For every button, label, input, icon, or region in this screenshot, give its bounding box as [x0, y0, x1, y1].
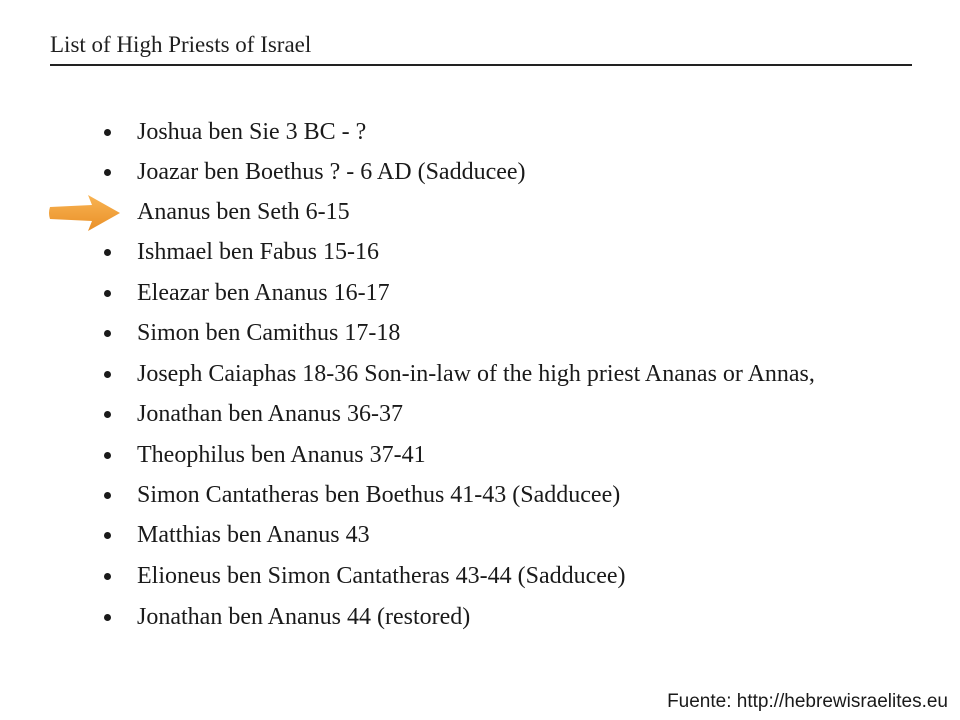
list-item-text: Simon ben Camithus 17-18 [137, 320, 401, 346]
bullet-icon [104, 452, 111, 459]
bullet-icon [104, 371, 111, 378]
list-item [0, 396, 920, 436]
bullet-icon [104, 411, 111, 418]
list-item [0, 477, 920, 517]
list-item-text: Jonathan ben Ananus 44 (restored) [137, 604, 471, 630]
page-title: List of High Priests of Israel [50, 32, 312, 57]
bullet-icon [104, 532, 111, 539]
bullet-icon [104, 249, 111, 256]
bullet-icon [104, 573, 111, 580]
list-item-text: Ishmael ben Fabus 15-16 [137, 239, 379, 265]
bullet-icon [104, 129, 111, 136]
list-item [0, 114, 920, 154]
list-item-text: Matthias ben Ananus 43 [137, 522, 370, 548]
list-item [0, 275, 920, 315]
list-item [0, 315, 920, 355]
list-item [0, 356, 920, 396]
list-item [0, 154, 920, 194]
bullet-icon [104, 290, 111, 297]
list-item [0, 558, 920, 598]
list-item-text: Theophilus ben Ananus 37-41 [137, 442, 426, 468]
list-item-text: Simon Cantatheras ben Boethus 41-43 (Sadducee) [137, 482, 621, 508]
list-item-text: Joshua ben Sie 3 BC - ? [137, 119, 367, 145]
list-item-text: Joseph Caiaphas 18-36 Son-in-law of the high priest Ananas or Annas, [137, 361, 815, 387]
list-item-text: Ananus ben Seth 6-15 [137, 199, 350, 225]
source-credit: Fuente: http://hebrewisraelites.eu [667, 691, 948, 712]
bullet-icon [104, 169, 111, 176]
list-item-highlighted [0, 194, 920, 234]
list-item [0, 234, 920, 274]
arrow-right-icon [48, 193, 122, 233]
list-item-text: Eleazar ben Ananus 16-17 [137, 280, 390, 306]
list-item [0, 517, 920, 557]
bullet-icon [104, 614, 111, 621]
list-item-text: Jonathan ben Ananus 36-37 [137, 401, 403, 427]
list-item-text: Joazar ben Boethus ? - 6 AD (Sadducee) [137, 159, 526, 185]
title-divider [50, 64, 912, 66]
list-item [0, 599, 920, 639]
list-item-text: Elioneus ben Simon Cantatheras 43-44 (Sadducee) [137, 563, 626, 589]
list-item [0, 437, 920, 477]
bullet-icon [104, 492, 111, 499]
bullet-icon [104, 330, 111, 337]
